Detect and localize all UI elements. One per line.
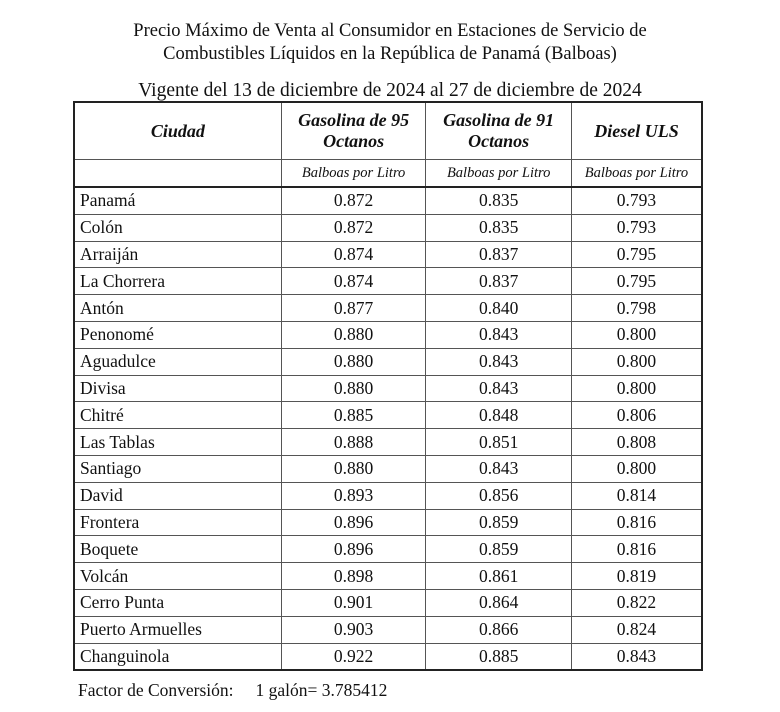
- cell-gasoline-95: 0.896: [281, 509, 426, 536]
- table-row: [74, 509, 702, 536]
- cell-diesel: 0.816: [571, 509, 702, 536]
- cell-gasoline-91: 0.864: [426, 589, 572, 616]
- table-row: [74, 589, 702, 616]
- conversion-factor: [78, 680, 387, 701]
- table-row: [74, 187, 702, 214]
- cell-city: Boquete: [74, 536, 281, 563]
- cell-diesel: 0.800: [571, 455, 702, 482]
- unit-city: [74, 160, 281, 188]
- cell-gasoline-95: 0.872: [281, 214, 426, 241]
- cell-gasoline-95: 0.880: [281, 455, 426, 482]
- cell-city: Volcán: [74, 563, 281, 590]
- cell-city: Frontera: [74, 509, 281, 536]
- cell-gasoline-95: 0.888: [281, 429, 426, 456]
- cell-city: Puerto Armuelles: [74, 616, 281, 643]
- cell-gasoline-95: 0.893: [281, 482, 426, 509]
- cell-city: Santiago: [74, 455, 281, 482]
- cell-gasoline-91: 0.851: [426, 429, 572, 456]
- header-gasoline-95-label: Gasolina de 95 Octanos: [298, 110, 410, 151]
- cell-city: Changuinola: [74, 643, 281, 670]
- cell-gasoline-91: 0.859: [426, 536, 572, 563]
- cell-gasoline-91: 0.859: [426, 509, 572, 536]
- cell-gasoline-91: 0.843: [426, 375, 572, 402]
- cell-gasoline-95: 0.898: [281, 563, 426, 590]
- table-row: [74, 268, 702, 295]
- table-row: [74, 482, 702, 509]
- table-row: [74, 321, 702, 348]
- cell-gasoline-91: 0.856: [426, 482, 572, 509]
- cell-gasoline-91: 0.843: [426, 348, 572, 375]
- cell-city: David: [74, 482, 281, 509]
- cell-diesel: 0.800: [571, 348, 702, 375]
- table-row: [74, 536, 702, 563]
- unit-gasoline-91: Balboas por Litro: [426, 160, 572, 188]
- cell-gasoline-91: 0.835: [426, 187, 572, 214]
- cell-gasoline-91: 0.835: [426, 214, 572, 241]
- table-row: [74, 563, 702, 590]
- cell-diesel: 0.793: [571, 214, 702, 241]
- cell-diesel: 0.816: [571, 536, 702, 563]
- fuel-price-table: [73, 101, 703, 671]
- table-row: [74, 295, 702, 322]
- validity-period: Vigente del 13 de diciembre de 2024 al 27 de diciembre de 2024: [138, 80, 642, 101]
- cell-diesel: 0.824: [571, 616, 702, 643]
- cell-city: Penonomé: [74, 321, 281, 348]
- cell-city: Colón: [74, 214, 281, 241]
- table-row: [74, 455, 702, 482]
- cell-gasoline-91: 0.840: [426, 295, 572, 322]
- cell-city: La Chorrera: [74, 268, 281, 295]
- cell-diesel: 0.795: [571, 241, 702, 268]
- table-row: [74, 348, 702, 375]
- cell-gasoline-95: 0.880: [281, 321, 426, 348]
- cell-diesel: 0.808: [571, 429, 702, 456]
- header-city: Ciudad: [74, 102, 281, 160]
- cell-gasoline-95: 0.896: [281, 536, 426, 563]
- cell-city: Aguadulce: [74, 348, 281, 375]
- units-row: [74, 160, 702, 188]
- cell-diesel: 0.843: [571, 643, 702, 670]
- cell-diesel: 0.806: [571, 402, 702, 429]
- document-title-line-1: Precio Máximo de Venta al Consumidor en Estaciones de Servicio de: [133, 21, 647, 41]
- cell-gasoline-95: 0.880: [281, 348, 426, 375]
- cell-gasoline-95: 0.877: [281, 295, 426, 322]
- table-row: [74, 214, 702, 241]
- table-row: [74, 616, 702, 643]
- cell-gasoline-91: 0.885: [426, 643, 572, 670]
- cell-city: Chitré: [74, 402, 281, 429]
- cell-gasoline-91: 0.848: [426, 402, 572, 429]
- cell-city: Las Tablas: [74, 429, 281, 456]
- cell-diesel: 0.800: [571, 321, 702, 348]
- header-gasoline-91: [426, 102, 572, 160]
- conversion-factor-value: 1 galón= 3.785412: [255, 680, 388, 700]
- header-gasoline-91-label: Gasolina de 91 Octanos: [443, 110, 555, 151]
- cell-gasoline-91: 0.837: [426, 241, 572, 268]
- cell-diesel: 0.814: [571, 482, 702, 509]
- table-row: [74, 402, 702, 429]
- table-body: [74, 187, 702, 670]
- cell-gasoline-91: 0.843: [426, 455, 572, 482]
- cell-gasoline-95: 0.874: [281, 241, 426, 268]
- table-row: [74, 429, 702, 456]
- document-title-line-2: Combustibles Líquidos en la República de Panamá (Balboas): [163, 44, 617, 64]
- cell-diesel: 0.822: [571, 589, 702, 616]
- table-row: [74, 241, 702, 268]
- cell-gasoline-95: 0.874: [281, 268, 426, 295]
- cell-gasoline-95: 0.885: [281, 402, 426, 429]
- cell-diesel: 0.795: [571, 268, 702, 295]
- header-gasoline-95: [281, 102, 426, 160]
- header-row: [74, 102, 702, 160]
- cell-city: Divisa: [74, 375, 281, 402]
- cell-diesel: 0.819: [571, 563, 702, 590]
- conversion-factor-label: Factor de Conversión:: [78, 680, 234, 700]
- cell-gasoline-95: 0.872: [281, 187, 426, 214]
- cell-gasoline-91: 0.837: [426, 268, 572, 295]
- cell-gasoline-95: 0.880: [281, 375, 426, 402]
- cell-city: Arraiján: [74, 241, 281, 268]
- table-row: [74, 375, 702, 402]
- unit-gasoline-95: Balboas por Litro: [281, 160, 426, 188]
- cell-gasoline-91: 0.866: [426, 616, 572, 643]
- cell-gasoline-91: 0.861: [426, 563, 572, 590]
- table-row: [74, 643, 702, 670]
- cell-gasoline-91: 0.843: [426, 321, 572, 348]
- cell-gasoline-95: 0.901: [281, 589, 426, 616]
- header-diesel: Diesel ULS: [571, 102, 702, 160]
- cell-city: Antón: [74, 295, 281, 322]
- cell-diesel: 0.798: [571, 295, 702, 322]
- cell-gasoline-95: 0.903: [281, 616, 426, 643]
- cell-diesel: 0.793: [571, 187, 702, 214]
- cell-gasoline-95: 0.922: [281, 643, 426, 670]
- cell-city: Cerro Punta: [74, 589, 281, 616]
- cell-city: Panamá: [74, 187, 281, 214]
- cell-diesel: 0.800: [571, 375, 702, 402]
- unit-diesel: Balboas por Litro: [571, 160, 702, 188]
